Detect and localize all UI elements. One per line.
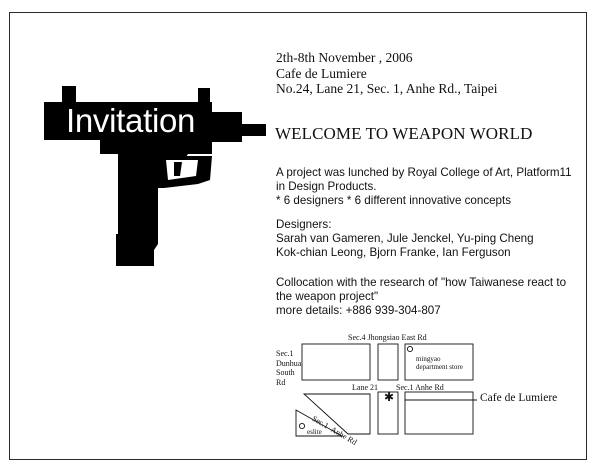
landmark-eslite: eslite — [307, 428, 322, 436]
landmark-mingyao: mingyao department store — [416, 355, 463, 371]
map-block — [302, 344, 370, 380]
road-label-anhe-diagonal: Sec.1 Anhe Rd — [310, 414, 359, 447]
collocation-line: Collocation with the research of "how Taiwanese react to — [276, 276, 567, 289]
cafe-location-marker-icon: ✱ — [384, 390, 395, 404]
collocation-section — [276, 276, 566, 319]
project-line: * 6 designers * 6 different innovative concepts — [276, 194, 512, 208]
project-description — [276, 166, 572, 209]
road-label-jhongsiao: Sec.4 Jhongsiao East Rd — [348, 333, 427, 342]
designers-section — [276, 218, 534, 261]
map-block — [405, 392, 473, 434]
cafe-label: Cafe de Lumiere — [480, 392, 558, 404]
designers-heading: Designers: — [276, 218, 332, 231]
map-block — [378, 344, 398, 380]
designers-line: Kok-chian Leong, Bjorn Franke, Ian Ferguson — [276, 246, 511, 260]
designers-line: Sarah van Gameren, Jule Jenckel, Yu-ping Cheng — [276, 232, 534, 246]
collocation-line: the weapon project" — [276, 290, 379, 304]
road-label-dunhua: Sec.1 Dunhua South Rd — [276, 349, 302, 387]
location-map — [272, 330, 582, 450]
invitation-title: Invitation — [66, 102, 196, 139]
contact-details: more details: +886 939-304-807 — [276, 304, 441, 318]
road-label-lane: Lane 21 — [352, 383, 378, 392]
mingyao-marker — [407, 346, 412, 351]
headline: WELCOME TO WEAPON WORLD — [275, 124, 533, 143]
eslite-marker — [299, 423, 304, 428]
project-line: A project was lunched by Royal College of Art, Platform11 — [276, 166, 572, 179]
event-details — [276, 50, 498, 97]
event-address: No.24, Lane 21, Sec. 1, Anhe Rd., Taipei — [276, 81, 498, 97]
road-label-anhe: Sec.1 Anhe Rd — [396, 383, 444, 392]
event-venue: Cafe de Lumiere — [276, 65, 367, 81]
event-dates: 2th-8th November , 2006 — [276, 50, 413, 65]
project-line: in Design Products. — [276, 180, 377, 194]
